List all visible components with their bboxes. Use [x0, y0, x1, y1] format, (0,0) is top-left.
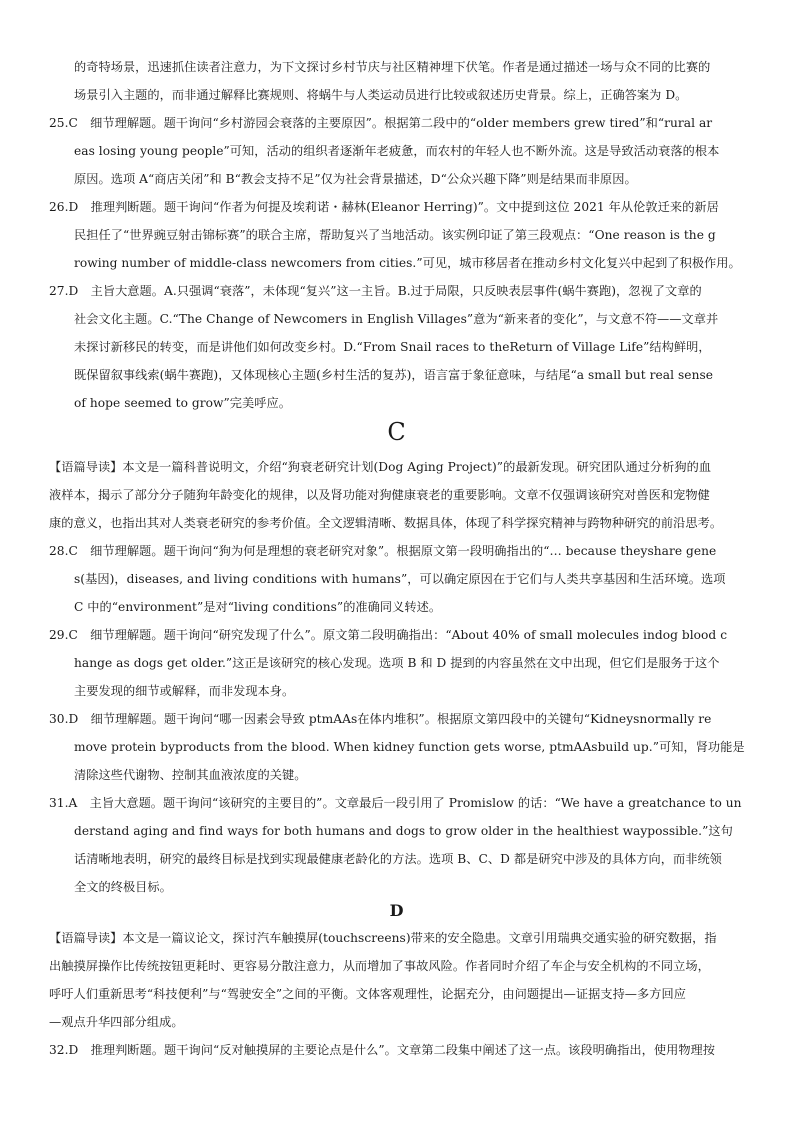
answer-31: 31.A 主旨大意题。题干询问“该研究的主要目的”。文章最后一段引用了 Promislow 的话：“We have a greatchance to un [49, 796, 742, 810]
text-line: hange as dogs get older.”这正是该研究的核心发现。选项 B 和 D 提到的内容虽然在文中出现，但它们是服务于这个 [74, 656, 720, 670]
text-line: s(基因)，diseases, and living conditions with humans”，可以确定原因在于它们与人类共享基因和生活环境。选项 [74, 572, 726, 586]
text-line: 社会文化主题。C.“The Change of Newcomers in English Villages”意为“新来者的变化”，与文意不符——文章并 [74, 312, 719, 326]
text-line: 清除这些代谢物、控制其血液浓度的关键。 [74, 768, 307, 782]
answer-32: 32.D 推理判断题。题干询问“反对触摸屏的主要论点是什么”。文章第二段集中阐述了这一点。该段明确指出，使用物理按 [49, 1043, 716, 1057]
text-line: 全文的终极目标。 [74, 880, 172, 894]
answer-29: 29.C 细节理解题。题干询问“研究发现了什么”。原文第二段明确指出：“About 40% of small molecules indog blood c [49, 628, 728, 642]
guide-d: 【语篇导读】本文是一篇议论文，探讨汽车触摸屏(touchscreens)带来的安全隐患。文章引用瑞典交通实验的研究数据，指 [49, 931, 717, 945]
section-heading-c: C [387, 418, 406, 446]
text-line: 场景引入主题的，而非通过解释比赛规则、将蜗牛与人类运动员进行比较或叙述历史背景。综上，正确答案为 D。 [74, 88, 688, 102]
guide-c: 【语篇导读】本文是一篇科普说明文，介绍“狗衰老研究计划(Dog Aging Project)”的最新发现。研究团队通过分析狗的血 [49, 460, 712, 474]
text-line: eas losing young people”可知，活动的组织者逐渐年老疲惫，而农村的年轻人也不断外流。这是导致活动衰落的根本 [74, 144, 720, 158]
text-line: 话清晰地表明，研究的最终目标是找到实现最健康老龄化的方法。选项 B、C、D 都是研究中涉及的具体方向，而非统领 [74, 852, 722, 866]
answer-28: 28.C 细节理解题。题干询问“狗为何是理想的衰老研究对象”。根据原文第一段明确指出的“… because theyshare gene [49, 544, 717, 558]
text-line: —观点升华四部分组成。 [49, 1015, 184, 1029]
text-line: 民担任了“世界豌豆射击锦标赛”的联合主席，帮助复兴了当地活动。该实例印证了第三段观点：“One reason is the g [74, 228, 716, 242]
answer-27: 27.D 主旨大意题。A.只强调“衰落”，未体现“复兴”这一主旨。B.过于局限，只反映表层事件(蜗牛赛跑)，忽视了文章的 [49, 284, 702, 298]
answer-30: 30.D 细节理解题。题干询问“哪一因素会导致 ptmAAs在体内堆积”。根据原文第四段中的关键句“Kidneysnormally re [49, 712, 712, 726]
text-line: 未探讨新移民的转变，而是讲他们如何改变乡村。D.“From Snail races to theReturn of Village Life”结构鲜明， [74, 340, 711, 354]
text-line: derstand aging and find ways for both humans and dogs to grow older in the healthiest waypossible.”这句 [74, 824, 733, 838]
text-line: of hope seemed to grow”完美呼应。 [74, 396, 291, 410]
section-heading-d: D [389, 901, 404, 920]
answer-25: 25.C 细节理解题。题干询问“乡村游园会衰落的主要原因”。根据第二段中的“older members grew tired”和“rural ar [49, 116, 713, 130]
answer-26: 26.D 推理判断题。题干询问“作者为何提及埃莉诺・赫林(Eleanor Herring)”。文中提到这位 2021 年从伦敦迁来的新居 [49, 200, 719, 214]
text-line: rowing number of middle-class newcomers from cities.”可见，城市移居者在推动乡村文化复兴中起到了积极作用。 [74, 256, 741, 270]
text-line: 的奇特场景，迅速抓住读者注意力，为下文探讨乡村节庆与社区精神埋下伏笔。作者是通过描述一场与众不同的比赛的 [74, 60, 711, 74]
text-line: 主要发现的细节或解释，而非发现本身。 [74, 684, 295, 698]
text-line: 康的意义，也指出其对人类衰老研究的参考价值。全文逻辑清晰、数据具体，体现了科学探究精神与跨物种研究的前沿思考。 [49, 516, 723, 530]
text-line: 呼吁人们重新思考“科技便利”与“驾驶安全”之间的平衡。文体客观理性，论据充分，由问题提出—证据支持—多方回应 [49, 987, 686, 1001]
text-line: 原因。选项 A“商店关闭”和 B“教会支持不足”仅为社会背景描述，D“公众兴趣下降”则是结果而非原因。 [74, 172, 637, 186]
text-line: move protein byproducts from the blood. When kidney function gets worse, ptmAAsbuild up.”可知，肾功能是 [74, 740, 745, 754]
text-line: C 中的“environment”是对“living conditions”的准确同义转述。 [74, 600, 442, 614]
text-line: 既保留叙事线索(蜗牛赛跑)，又体现核心主题(乡村生活的复苏)，语言富于象征意味，与结尾“a small but real sense [74, 368, 714, 382]
text-line: 液样本，揭示了部分分子随狗年龄变化的规律，以及肾功能对狗健康衰老的重要影响。文章不仅强调该研究对兽医和宠物健 [49, 488, 710, 502]
text-line: 出触摸屏操作比传统按钮更耗时、更容易分散注意力，从而增加了事故风险。作者同时介绍了车企与安全机构的不同立场， [49, 959, 710, 973]
